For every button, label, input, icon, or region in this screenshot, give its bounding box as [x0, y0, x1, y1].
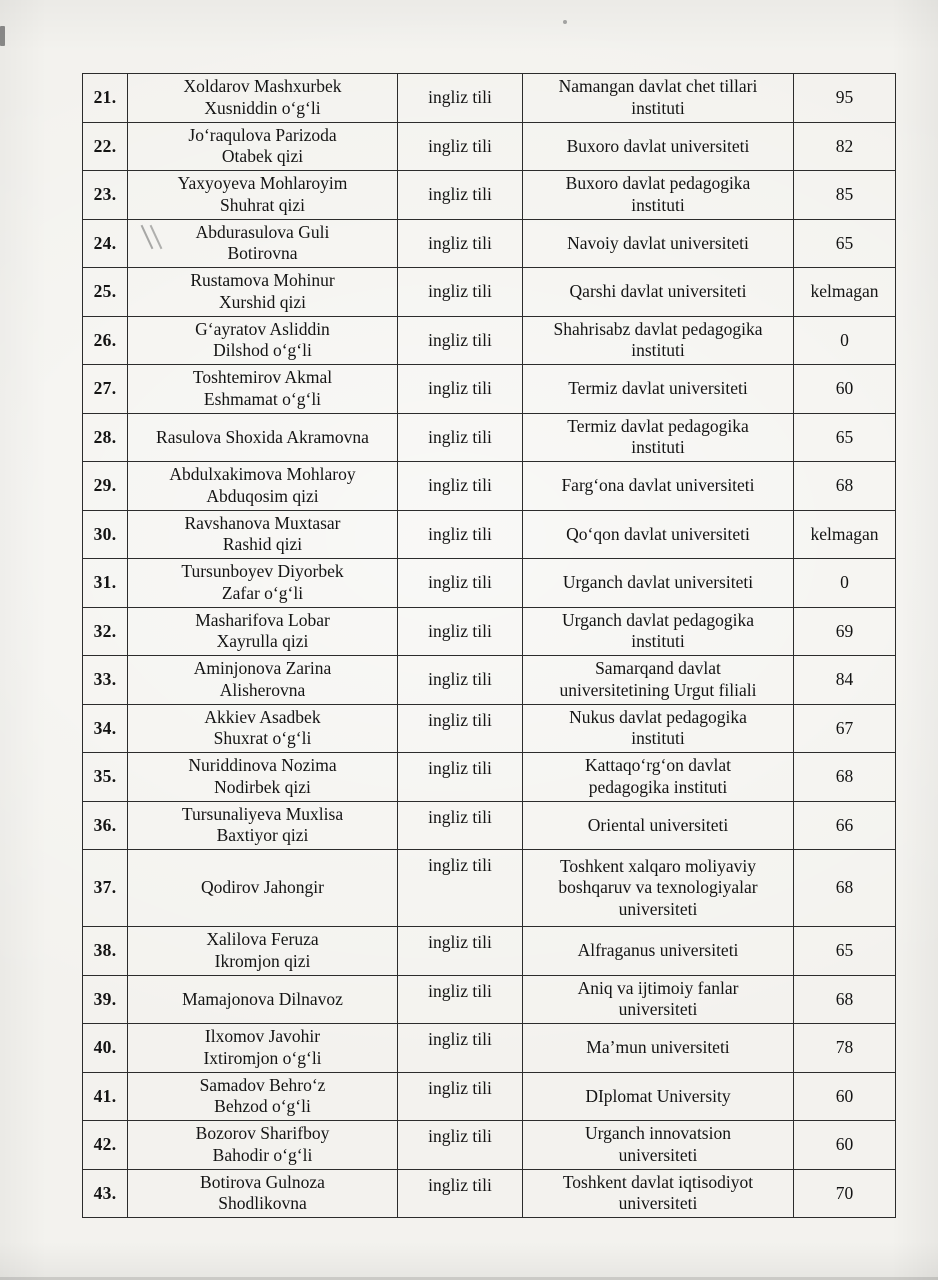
score-cell: kelmagan [794, 510, 896, 559]
candidate-name-cell: Ravshanova Muxtasar Rashid qizi [128, 510, 398, 559]
score-cell: 85 [794, 171, 896, 220]
score-cell: kelmagan [794, 268, 896, 317]
candidate-name-cell: Tursunaliyeva Muxlisa Baxtiyor qizi [128, 801, 398, 850]
institution-cell: DIplomat University [523, 1072, 794, 1121]
table-row [83, 268, 896, 317]
row-number-cell: 40. [83, 1024, 128, 1073]
table-row [83, 656, 896, 705]
table-row [83, 510, 896, 559]
table-row [83, 462, 896, 511]
table-row [83, 559, 896, 608]
score-cell: 84 [794, 656, 896, 705]
institution-cell: Qo‘qon davlat universiteti [523, 510, 794, 559]
subject-cell: ingliz tili [398, 219, 523, 268]
subject-cell: ingliz tili [398, 462, 523, 511]
table-row [83, 704, 896, 753]
score-cell: 0 [794, 559, 896, 608]
score-cell: 65 [794, 219, 896, 268]
institution-cell: Termiz davlat universiteti [523, 365, 794, 414]
row-number-cell: 24. [83, 219, 128, 268]
table-row [83, 975, 896, 1024]
score-cell: 60 [794, 1072, 896, 1121]
score-cell: 78 [794, 1024, 896, 1073]
institution-cell: Buxoro davlat pedagogika instituti [523, 171, 794, 220]
score-cell: 0 [794, 316, 896, 365]
table-row [83, 927, 896, 976]
candidate-name-cell: Tursunboyev Diyorbek Zafar o‘g‘li [128, 559, 398, 608]
institution-cell: Kattaqo‘rg‘on davlat pedagogika instituti [523, 753, 794, 802]
score-cell: 68 [794, 850, 896, 927]
row-number-cell: 43. [83, 1169, 128, 1218]
row-number-cell: 26. [83, 316, 128, 365]
table-row [83, 1072, 896, 1121]
score-cell: 60 [794, 1121, 896, 1170]
institution-cell: Nukus davlat pedagogika instituti [523, 704, 794, 753]
institution-cell: Oriental universiteti [523, 801, 794, 850]
score-cell: 60 [794, 365, 896, 414]
subject-cell: ingliz tili [398, 171, 523, 220]
scan-artifact-dot [563, 20, 567, 24]
row-number-cell: 33. [83, 656, 128, 705]
subject-cell: ingliz tili [398, 1121, 523, 1170]
candidate-name-cell: Qodirov Jahongir [128, 850, 398, 927]
subject-cell: ingliz tili [398, 1169, 523, 1218]
candidate-name-cell: Nuriddinova Nozima Nodirbek qizi [128, 753, 398, 802]
table-row [83, 607, 896, 656]
table-row [83, 753, 896, 802]
table-row [83, 74, 896, 123]
row-number-cell: 28. [83, 413, 128, 462]
score-cell: 69 [794, 607, 896, 656]
table-row [83, 122, 896, 171]
row-number-cell: 36. [83, 801, 128, 850]
row-number-cell: 22. [83, 122, 128, 171]
candidate-name-cell: Abdurasulova Guli Botirovna [128, 219, 398, 268]
candidate-name-cell: Yaxyoyeva Mohlaroyim Shuhrat qizi [128, 171, 398, 220]
score-cell: 66 [794, 801, 896, 850]
score-cell: 68 [794, 753, 896, 802]
score-cell: 65 [794, 413, 896, 462]
subject-cell: ingliz tili [398, 927, 523, 976]
row-number-cell: 39. [83, 975, 128, 1024]
subject-cell: ingliz tili [398, 316, 523, 365]
subject-cell: ingliz tili [398, 607, 523, 656]
subject-cell: ingliz tili [398, 1072, 523, 1121]
institution-cell: Farg‘ona davlat universiteti [523, 462, 794, 511]
subject-cell: ingliz tili [398, 704, 523, 753]
row-number-cell: 30. [83, 510, 128, 559]
candidate-name-cell: Aminjonova Zarina Alisherovna [128, 656, 398, 705]
candidate-name-cell: Jo‘raqulova Parizoda Otabek qizi [128, 122, 398, 171]
table-row [83, 365, 896, 414]
institution-cell: Shahrisabz davlat pedagogika instituti [523, 316, 794, 365]
candidate-name-cell: Akkiev Asadbek Shuxrat o‘g‘li [128, 704, 398, 753]
subject-cell: ingliz tili [398, 122, 523, 171]
institution-cell: Toshkent davlat iqtisodiyot universiteti [523, 1169, 794, 1218]
candidate-name-cell: Abdulxakimova Mohlaroy Abduqosim qizi [128, 462, 398, 511]
subject-cell: ingliz tili [398, 365, 523, 414]
subject-cell: ingliz tili [398, 1024, 523, 1073]
institution-cell: Urganch davlat universiteti [523, 559, 794, 608]
row-number-cell: 31. [83, 559, 128, 608]
row-number-cell: 29. [83, 462, 128, 511]
table-row [83, 1121, 896, 1170]
subject-cell: ingliz tili [398, 559, 523, 608]
institution-cell: Toshkent xalqaro moliyaviy boshqaruv va texnologiyalar universiteti [523, 850, 794, 927]
table-row [83, 171, 896, 220]
row-number-cell: 34. [83, 704, 128, 753]
row-number-cell: 23. [83, 171, 128, 220]
table-row [83, 850, 896, 927]
row-number-cell: 38. [83, 927, 128, 976]
row-number-cell: 41. [83, 1072, 128, 1121]
institution-cell: Aniq va ijtimoiy fanlar universiteti [523, 975, 794, 1024]
score-cell: 82 [794, 122, 896, 171]
candidate-name-cell: Rustamova Mohinur Xurshid qizi [128, 268, 398, 317]
table-row [83, 413, 896, 462]
table-row [83, 1024, 896, 1073]
candidate-name-cell: Xoldarov Mashxurbek Xusniddin o‘g‘li [128, 74, 398, 123]
table-row [83, 316, 896, 365]
candidate-name-cell: Rasulova Shoxida Akramovna [128, 413, 398, 462]
subject-cell: ingliz tili [398, 850, 523, 927]
score-cell: 65 [794, 927, 896, 976]
institution-cell: Alfraganus universiteti [523, 927, 794, 976]
candidate-name-cell: Xalilova Feruza Ikromjon qizi [128, 927, 398, 976]
institution-cell: Ma’mun universiteti [523, 1024, 794, 1073]
row-number-cell: 35. [83, 753, 128, 802]
institution-cell: Urganch davlat pedagogika instituti [523, 607, 794, 656]
score-cell: 95 [794, 74, 896, 123]
scan-artifact-edge-mark [0, 26, 5, 46]
score-cell: 68 [794, 462, 896, 511]
institution-cell: Navoiy davlat universiteti [523, 219, 794, 268]
subject-cell: ingliz tili [398, 975, 523, 1024]
row-number-cell: 42. [83, 1121, 128, 1170]
candidate-name-cell: Ilxomov Javohir Ixtiromjon o‘g‘li [128, 1024, 398, 1073]
row-number-cell: 32. [83, 607, 128, 656]
candidate-name-cell: Botirova Gulnoza Shodlikovna [128, 1169, 398, 1218]
table-row [83, 219, 896, 268]
row-number-cell: 27. [83, 365, 128, 414]
candidate-name-cell: Mamajonova Dilnavoz [128, 975, 398, 1024]
candidate-name-cell: G‘ayratov Asliddin Dilshod o‘g‘li [128, 316, 398, 365]
exam-results-table [82, 73, 896, 1218]
candidate-name-cell: Samadov Behro‘z Behzod o‘g‘li [128, 1072, 398, 1121]
subject-cell: ingliz tili [398, 753, 523, 802]
institution-cell: Urganch innovatsion universiteti [523, 1121, 794, 1170]
candidate-name-cell: Masharifova Lobar Xayrulla qizi [128, 607, 398, 656]
institution-cell: Samarqand davlat universitetining Urgut filiali [523, 656, 794, 705]
subject-cell: ingliz tili [398, 801, 523, 850]
candidate-name-cell: Toshtemirov Akmal Eshmamat o‘g‘li [128, 365, 398, 414]
institution-cell: Buxoro davlat universiteti [523, 122, 794, 171]
score-cell: 68 [794, 975, 896, 1024]
score-cell: 67 [794, 704, 896, 753]
row-number-cell: 21. [83, 74, 128, 123]
table-row [83, 1169, 896, 1218]
subject-cell: ingliz tili [398, 413, 523, 462]
subject-cell: ingliz tili [398, 656, 523, 705]
table-row [83, 801, 896, 850]
institution-cell: Termiz davlat pedagogika instituti [523, 413, 794, 462]
score-cell: 70 [794, 1169, 896, 1218]
institution-cell: Namangan davlat chet tillari instituti [523, 74, 794, 123]
subject-cell: ingliz tili [398, 268, 523, 317]
row-number-cell: 37. [83, 850, 128, 927]
row-number-cell: 25. [83, 268, 128, 317]
institution-cell: Qarshi davlat universiteti [523, 268, 794, 317]
candidate-name-cell: Bozorov Sharifboy Bahodir o‘g‘li [128, 1121, 398, 1170]
subject-cell: ingliz tili [398, 74, 523, 123]
subject-cell: ingliz tili [398, 510, 523, 559]
